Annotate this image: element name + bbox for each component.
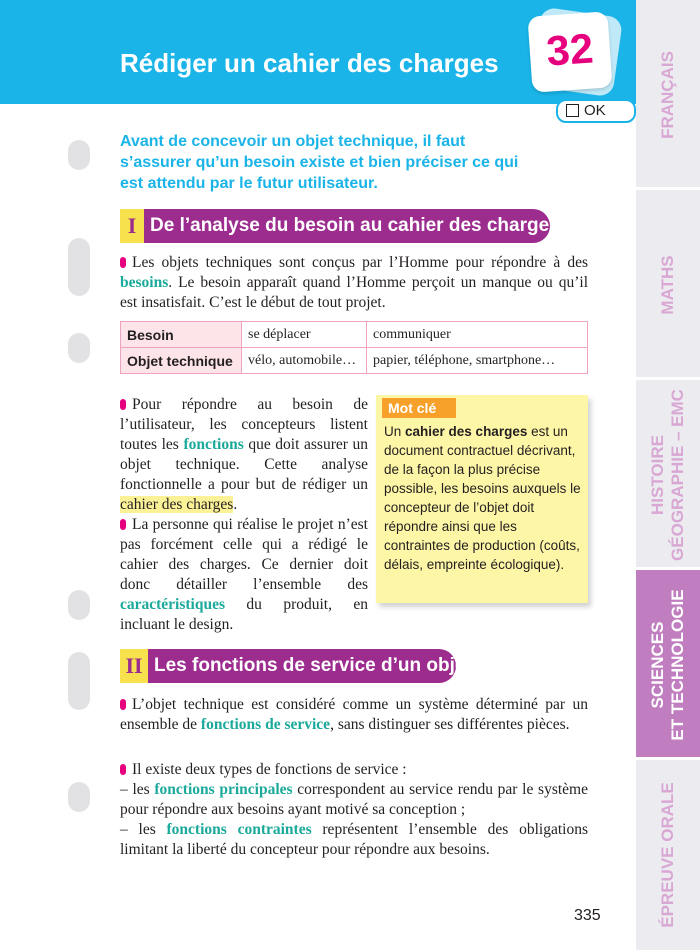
keyword-besoins: besoins [120,274,169,291]
tab-francais[interactable] [636,0,700,190]
tab-label-line2: ET TECHNOLOGIE [668,589,687,741]
page-number: 335 [574,907,601,924]
table-cell: communiquer [367,322,588,348]
highlight-cahier-des-charges: cahier des charges [120,496,234,513]
section-number: I [120,209,144,243]
tab-label: MATHS [658,255,677,315]
table-cell: se déplacer [242,322,367,348]
note-text: Un cahier des charges est un document contractuel décrivant, de la façon la plus précise possible, les besoins auxquels le concepteur de l’objet doit répondre ainsi que les contraintes de production (coûts, délais, empreinte écologique). [384,424,581,572]
binder-hole [68,238,90,296]
subject-tabs [636,0,700,950]
tab-label-line1: HISTOIRE [648,435,667,515]
keyword-fonctions-de-service: fonctions de service [200,716,331,733]
bullet-marker [120,399,126,410]
fiche-number-badge [527,11,612,92]
section-title: Les fonctions de service d’un objet [154,655,472,676]
tab-sciences-technologie[interactable] [636,570,700,760]
bullet-marker [120,257,126,268]
section-heading-2 [120,649,472,683]
tab-histoire-geographie[interactable] [636,380,700,570]
table-row [121,322,588,348]
ok-checkbox-box[interactable] [556,99,636,123]
besoin-table [120,321,588,374]
intro-text: Avant de concevoir un objet technique, il faut s’assurer qu’un besoin existe et bien préciser ce qui est attendu par le futur utilisateur. [120,133,519,192]
table-header-cell: Objet technique [121,348,242,374]
keyword-fonctions-principales: fonctions principales [154,781,293,798]
table-header-cell: Besoin [121,322,242,348]
tab-epreuve-orale[interactable] [636,760,700,950]
keyword-caracteristiques: caractéristiques [120,596,226,613]
tab-label-line1: SCIENCES [648,621,667,709]
tab-label: ÉPREUVE ORALE [658,782,677,928]
section-title: De l’analyse du besoin au cahier des charges [150,215,560,236]
binder-hole [68,333,90,363]
section-heading-1 [120,209,560,243]
paragraph-fonctions-de-service: L’objet technique est considéré comme un système déterminé par un ensemble de fonctions de service, sans distinguer ses différentes pièces. [120,696,588,733]
table-cell: papier, téléphone, smartphone… [367,348,588,374]
bullet-marker [120,519,126,530]
paragraph-caracteristiques: La personne qui réalise le projet n’est pas forcément celle qui a rédigé le cahier des charges. Ce dernier doit donc détailler l’ensemble des caractéristiques du produit, en incluant le design. [120,516,368,633]
binder-hole [68,140,90,170]
paragraph-fonctions: Pour répondre au besoin de l’utilisateur, les concepteurs listent toutes les fonctions que doit assurer un objet technique. Cette analyse fonctionnelle a pour but de rédiger un cahier des charges. [120,396,368,513]
bullet-marker [120,764,126,775]
binder-hole [68,590,90,620]
tab-label: FRANÇAIS [658,51,677,139]
table-cell: vélo, automobile… [242,348,367,374]
tab-maths[interactable] [636,190,700,380]
bullet-marker [120,699,126,710]
keyword-fonctions: fonctions [183,436,244,453]
tab-label-line2: GÉOGRAPHIE – EMC [668,389,687,561]
table-row [121,348,588,374]
keyword-fonctions-contraintes: fonctions contraintes [166,821,312,838]
key-word-note [376,395,588,603]
ok-checkbox[interactable] [566,104,579,117]
paragraph-types-fonctions: Il existe deux types de fonctions de service : – les fonctions principales correspondent au service rendu par le système pour répondre aux besoins ayant motivé sa conception ; – les fonctions contraintes représentent l’ensemble des obligations limitant la liberté du concepteur pour répondre aux besoins. [120,761,589,858]
paragraph-besoins: Les objets techniques sont conçus par l’Homme pour répondre à des besoins. Le besoin apparaît quand l’Homme perçoit un manque ou qu’il est insatisfait. C’est le début de tout projet. [120,254,588,311]
page-title: Rédiger un cahier des charges [120,48,499,78]
note-keyword: cahier des charges [405,424,528,439]
section-number: II [120,649,148,683]
ok-label: OK [584,102,606,119]
fiche-number: 32 [544,24,595,75]
note-tag: Mot clé [382,398,456,418]
binder-hole [68,652,90,710]
binder-hole [68,782,90,812]
